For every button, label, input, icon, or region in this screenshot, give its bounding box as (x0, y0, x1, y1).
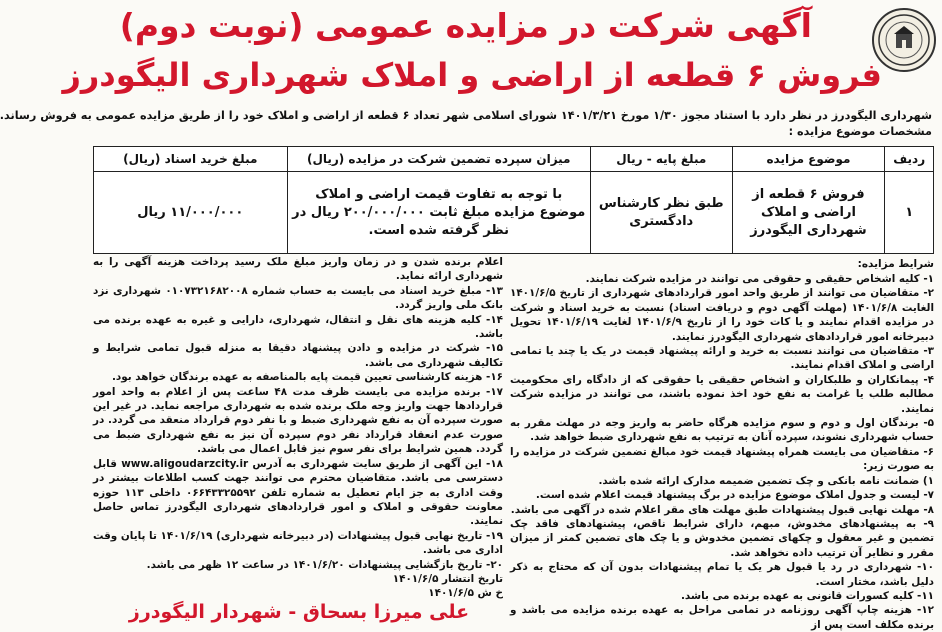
condition-item: ۱۵- شرکت در مزایده و دادن پیشنهاد دقیقا به منزله قبول تمامی شرایط و تکالیف شهرداری می باشد. (93, 342, 503, 369)
condition-item: ۱۲- هزینه چاپ آگهی روزنامه در تمامی مراحل به عهده برنده مزایده می باشد و برنده مکلف است پس از (510, 604, 934, 631)
conditions-left-column (93, 255, 503, 601)
condition-item: ۶- متقاضیان می بایست همراه پیشنهاد قیمت خود مبالغ تضمین شرکت در مزایده را به صورت زیر: (510, 445, 934, 473)
condition-item: ۱۶- هزینه کارشناسی تعیین قیمت پایه بالمناصفه به عهده برندگان خواهد بود. (111, 371, 503, 384)
auction-table (93, 146, 934, 254)
intro-line-1: شهرداری الیگودرز در نظر دارد با استناد مجوز ۱/۳۰ مورخ ۱۴۰۱/۳/۲۱ شورای اسلامی شهر تعداد ۶ قطعه از اراضی و املاک خود را از طریق مزایده عمومی به فروش رساند. (0, 109, 932, 122)
col-header-subject: موضوع مزایده (732, 147, 885, 172)
table-header-row (94, 147, 934, 172)
cell-deposit: با توجه به تفاوت قیمت اراضی و املاک موضوع مزایده مبلغ ثابت ۲۰۰/۰۰۰/۰۰۰ ریال در نظر گرفته شده است. (287, 172, 590, 254)
condition-item: ۱۷- برنده مزایده می بایست ظرف مدت ۴۸ ساعت پس از اعلام به واحد امور قراردادها جهت واریز وجه ملک برنده شده به شهرداری مراجعه نماید. در غیر این صورت سپرده آن به نفع شهرداری ضبط و با نفر دوم قرارداد منعقد می گردد. در صورت عدم انعقاد قرارداد نفر دوم سپرده آن نیز به نفع شهرداری ضبط می گردد. همین شرایط برای نفر سوم نیز قابل اعمال می باشد. (93, 385, 503, 456)
condition-item: ۲- متقاضیان می توانند از طریق واحد امور قراردادهای شهرداری از تاریخ ۱۴۰۱/۶/۵ الغایت ۱۴۰۱/۶/۸ (مهلت آگهی دوم و دریافت اسناد) نسبت به خرید اسناد و شرکت در مزایده اقدام نمایند و یا کات خود را از تاریخ ۱۴۰۱/۶/۹ لغایت ۱۴۰۱/۶/۱۹ تحویل دبیرخانه امور قراردادهای شهرداری الیگودرز نمایند. (510, 287, 935, 343)
condition-item: ۱) ضمانت نامه بانکی و چک تضمین ضمیمه مدارک ارائه شده باشد. (598, 474, 934, 487)
condition-item: ۷- لیست و جدول املاک موضوع مزایده در برگ پیشنهاد قیمت اعلام شده است. (535, 489, 934, 502)
col-header-document-price: مبلغ خرید اسناد (ریال) (94, 147, 288, 172)
col-header-row-number: ردیف (885, 147, 934, 172)
condition-item: ۱۰- شهرداری در رد یا قبول هر یک یا تمام پیشنهادات بدون آن که محتاج به ذکر دلیل باشد، مختار است. (510, 561, 934, 588)
cell-row-number: ۱ (885, 172, 934, 254)
publication-code: خ ش ۱۴۰۱/۶/۵ (428, 587, 503, 600)
cell-subject: فروش ۶ قطعه از اراضی و املاک شهرداری الیگودرز (732, 172, 885, 254)
title-line-2: فروش ۶ قطعه از اراضی و املاک شهرداری الیگودرز (62, 56, 882, 94)
publication-date: تاریخ انتشار ۱۴۰۱/۶/۵ (392, 572, 503, 585)
cell-document-price: ۱۱/۰۰۰/۰۰۰ ریال (94, 172, 288, 254)
condition-item: ۱- کلیه اشخاص حقیقی و حقوقی می توانند در مزایده شرکت نمایند. (585, 273, 934, 285)
conditions-right-column (510, 272, 934, 632)
condition-item: ۱۳- مبلغ خرید اسناد می بایست به حساب شماره ۰۱۰۷۳۲۱۶۸۲۰۰۸ شهرداری نزد بانک ملی واریز گردد. (93, 284, 504, 312)
cell-base-price: طبق نظر کارشناس دادگستری (590, 172, 732, 254)
condition-item: ۳- متقاضیان می توانند نسبت به خرید و ارائه پیشنهاد قیمت در یک یا چند یا تمامی اراضی و املاک اقدام نمایند. (510, 345, 934, 372)
condition-item: ۱۴- کلیه هزینه های نقل و انتقال، شهرداری، دارایی و غیره به عهده برنده می باشد. (93, 313, 503, 341)
col-header-deposit: میزان سپرده تضمین شرکت در مزایده (ریال) (287, 147, 590, 172)
condition-item: ۱۹- تاریخ نهایی قبول پیشنهادات (در دبیرخانه شهرداری) ۱۴۰۱/۶/۱۹ تا پایان وقت اداری می باشد. (93, 529, 503, 557)
condition-item: ۲۰- تاریخ بازگشایی پیشنهادات ۱۴۰۱/۶/۲۰ در ساعت ۱۲ ظهر می باشد. (146, 558, 503, 571)
title-line-1: آگهی شرکت در مزایده عمومی (نوبت دوم) (119, 6, 812, 45)
col-header-base-price: مبلغ پایه - ریال (590, 147, 732, 172)
condition-item: ۸- مهلت نهایی قبول پیشنهادات طبق مهلت های مقر اعلام شده در آگهی می باشد. (510, 503, 934, 516)
municipality-emblem-icon (876, 12, 932, 68)
condition-item: اعلام برنده شدن و در زمان واریز مبلغ ملک رسید پرداخت هزینه آگهی را به شهرداری ارائه نماید. (93, 256, 503, 283)
intro-line-2: مشخصات موضوع مزایده : (788, 125, 932, 138)
signature: علی میرزا بسحاق - شهردار الیگودرز (128, 601, 470, 623)
condition-item: ۴- پیمانکاران و طلبکاران و اشخاص حقیقی یا حقوقی که از دادگاه رای محکومیت مطالبه طلب یا غرامت به نفع خود اخذ نموده باشند، می توانند در مزایده شرکت نمایند. (510, 373, 934, 415)
conditions-title: شرایط مزایده: (857, 258, 934, 270)
condition-item: ۱۸- این آگهی از طریق سایت شهرداری به آدرس www.aligoudarzcity.ir قابل دسترسی می باشد. متقاضیان محترم می توانند جهت کسب اطلاعات بیشتر در وقت اداری به جز ایام تعطیل به شماره تلفن ۰۶۶۴۳۳۲۵۵۹۲ داخلی ۱۱۳ حوزه معاونت حقوقی و املاک و امور قراردادهای شهرداری الیگودرز تماس حاصل نمایند. (93, 457, 504, 528)
table-row (94, 172, 934, 254)
condition-item: ۱۱- کلیه کسورات قانونی به عهده برنده می باشد. (680, 589, 934, 602)
intro-paragraph (0, 108, 932, 140)
condition-item: ۵- برندگان اول و دوم و سوم مزایده هرگاه حاضر به واریز وجه در مهلت مقرر به حساب شهرداری نشوند، سپرده آنان به ترتیب به نفع شهرداری ضبط خواهد شد. (510, 417, 934, 444)
condition-item: ۹- به پیشنهادهای مخدوش، مبهم، دارای شرایط ناقص، پیشنهادهای فاقد چک تضمین و غیر معقول و چکهای تضمین مخدوش و یا چک های تضمین کمتر از میزان مقرر و نظایر آن ترتیب داده نخواهد شد. (510, 517, 934, 559)
